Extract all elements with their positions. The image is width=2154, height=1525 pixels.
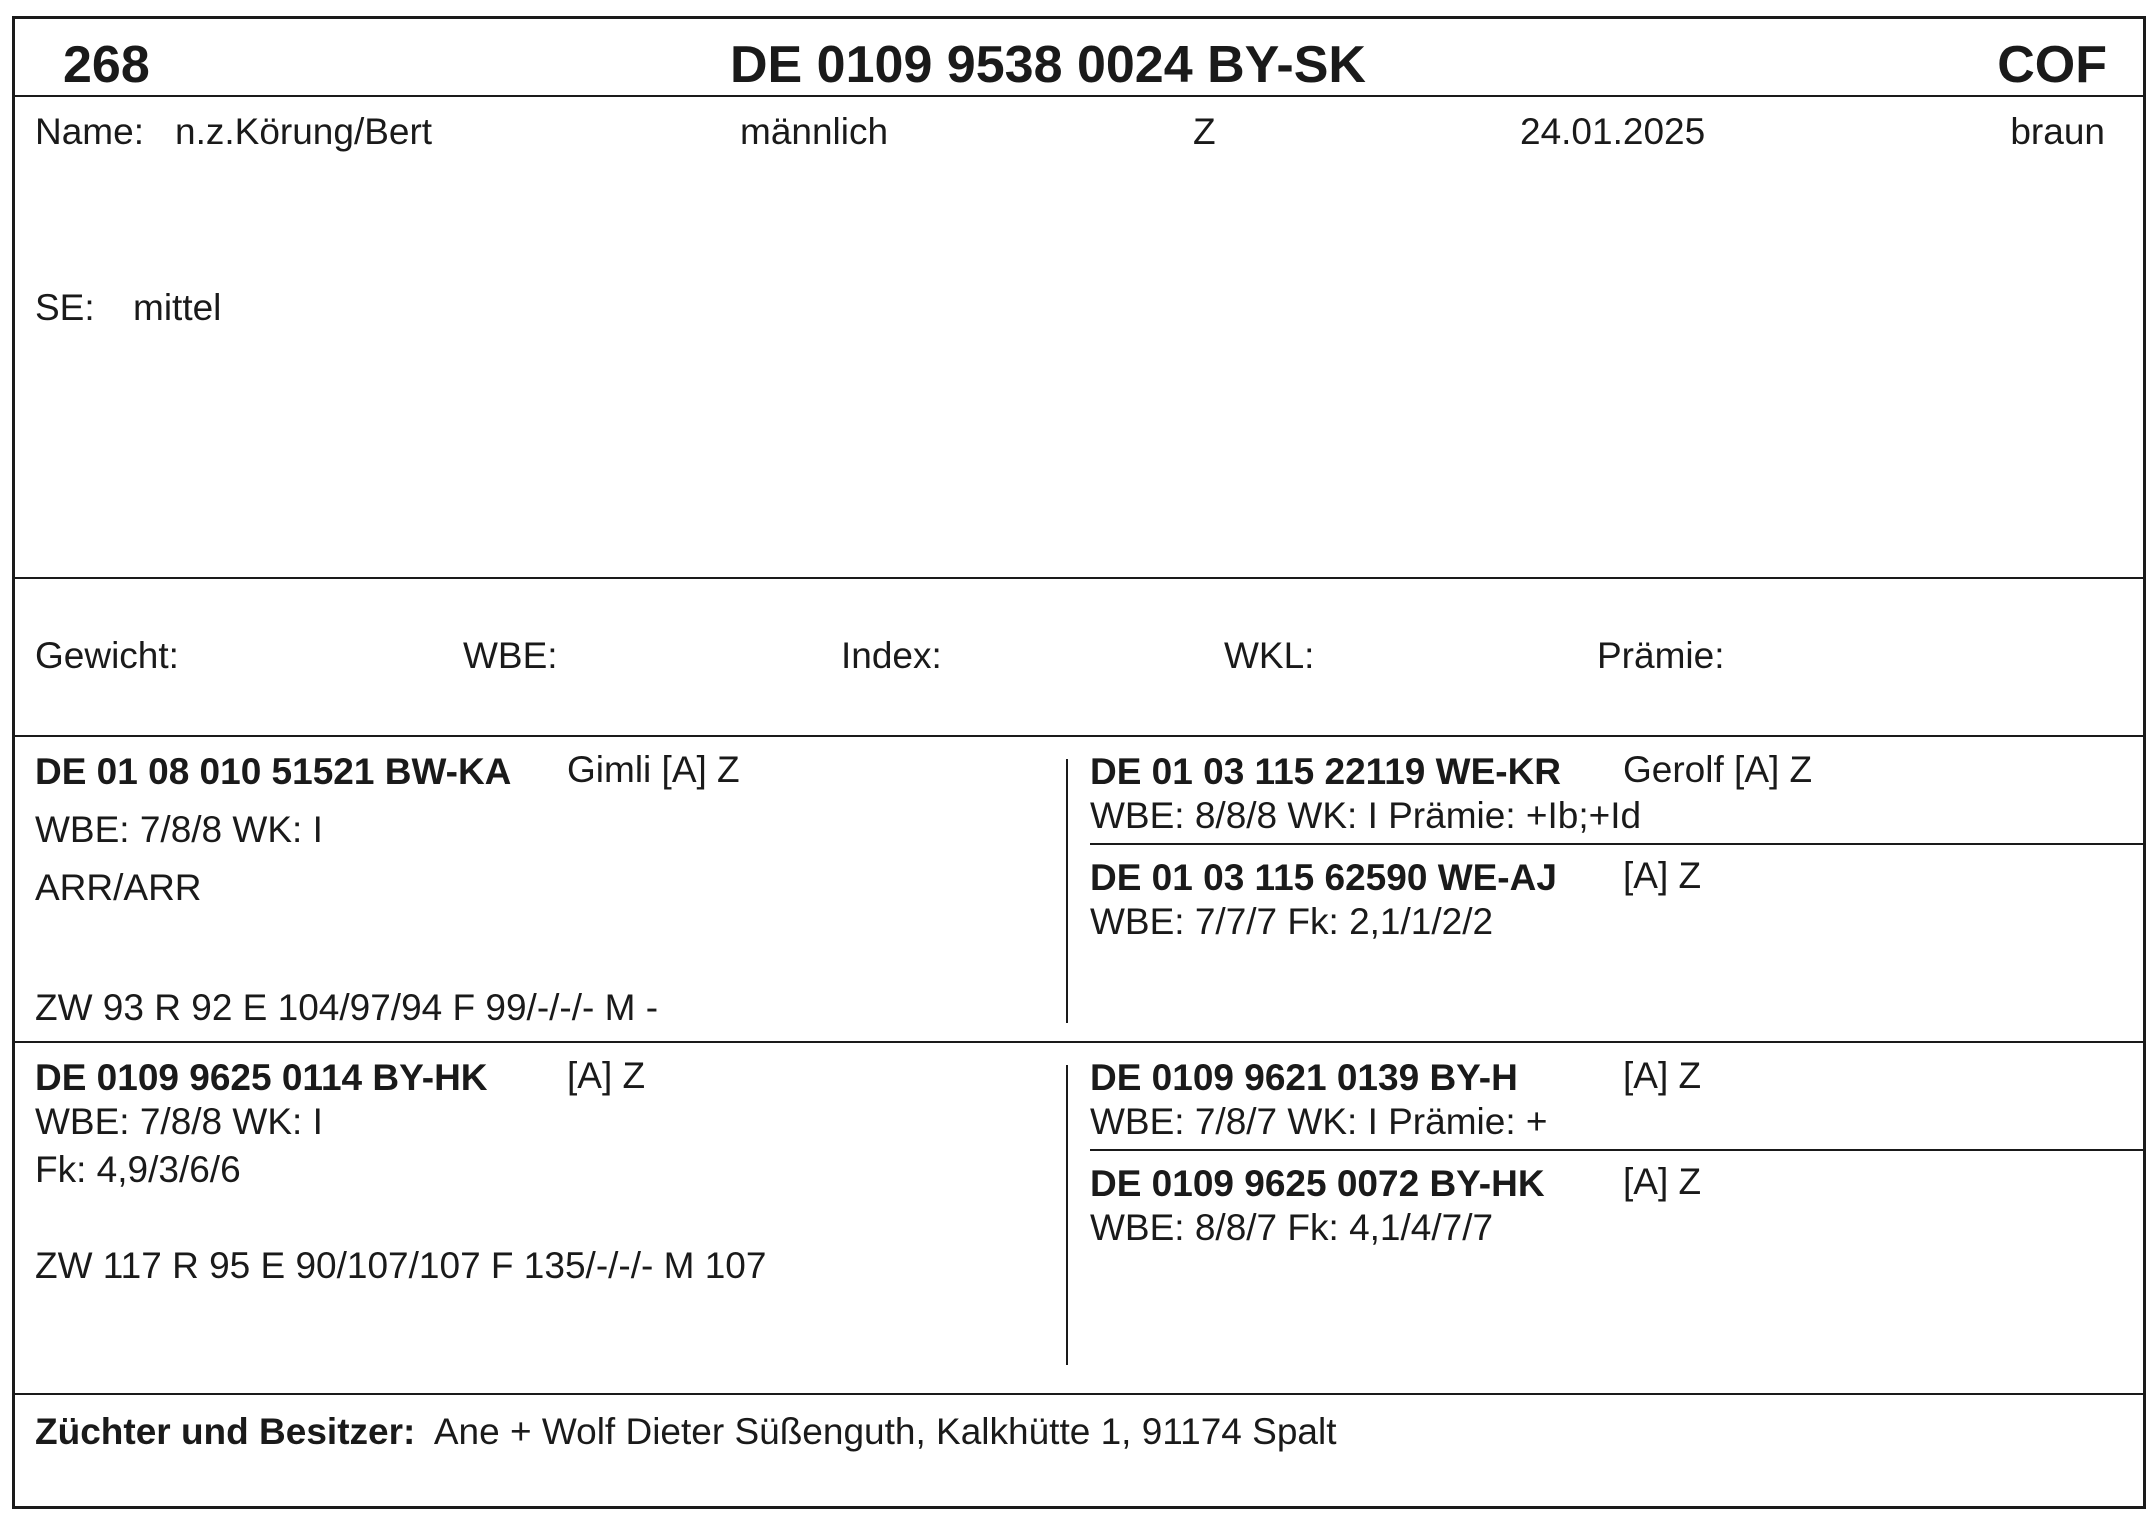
animal-id: DE 0109 9538 0024 BY-SK bbox=[730, 36, 1366, 94]
sire-name: Gimli [A] Z bbox=[567, 749, 740, 790]
name-value: n.z.Körung/Bert bbox=[175, 111, 433, 152]
breeder-owner bbox=[35, 1411, 1336, 1453]
dam-line2: Fk: 4,9/3/6/6 bbox=[35, 1149, 241, 1190]
sire-line1: WBE: 7/8/8 WK: I bbox=[35, 809, 323, 850]
divider-info bbox=[15, 577, 2143, 579]
divider-header bbox=[15, 95, 2143, 97]
dam-name: [A] Z bbox=[567, 1055, 646, 1096]
praemie-label: Prämie: bbox=[1597, 635, 1725, 676]
divider-metrics bbox=[15, 735, 2143, 737]
sire-dam-line1: WBE: 7/7/7 Fk: 2,1/1/2/2 bbox=[1090, 901, 1494, 942]
dam-sire-id: DE 0109 9621 0139 BY-H bbox=[1090, 1057, 1518, 1098]
sex-value: männlich bbox=[740, 111, 889, 152]
dam-dam-line1: WBE: 8/8/7 Fk: 4,1/4/7/7 bbox=[1090, 1207, 1494, 1248]
sire-dam-name: [A] Z bbox=[1623, 855, 1702, 896]
divider-dam-vertical bbox=[1066, 1065, 1068, 1365]
date-value: 24.01.2025 bbox=[1520, 111, 1706, 152]
divider-sire-vertical bbox=[1066, 759, 1068, 1023]
catalog-number: 268 bbox=[63, 36, 150, 94]
divider-dam-parents bbox=[1090, 1149, 2143, 1151]
gewicht-label: Gewicht: bbox=[35, 635, 179, 676]
wkl-label: WKL: bbox=[1224, 635, 1315, 676]
sire-line2: ARR/ARR bbox=[35, 867, 202, 908]
z-value: Z bbox=[1193, 111, 1216, 152]
divider-dam bbox=[15, 1393, 2143, 1395]
sire-sire-name: Gerolf [A] Z bbox=[1623, 749, 1813, 790]
sire-zw: ZW 93 R 92 E 104/97/94 F 99/-/-/- M - bbox=[35, 987, 659, 1028]
dam-dam-name: [A] Z bbox=[1623, 1161, 1702, 1202]
divider-sire-parents bbox=[1090, 843, 2143, 845]
breed-code: COF bbox=[1997, 36, 2107, 94]
dam-zw: ZW 117 R 95 E 90/107/107 F 135/-/-/- M 107 bbox=[35, 1245, 767, 1286]
dam-id: DE 0109 9625 0114 BY-HK bbox=[35, 1057, 488, 1098]
dam-sire-name: [A] Z bbox=[1623, 1055, 1702, 1096]
sire-sire-line1: WBE: 8/8/8 WK: I Prämie: +Ib;+Id bbox=[1090, 795, 1642, 836]
sire-sire-id: DE 01 03 115 22119 WE-KR bbox=[1090, 751, 1562, 792]
dam-line1: WBE: 7/8/8 WK: I bbox=[35, 1101, 323, 1142]
sire-id: DE 01 08 010 51521 BW-KA bbox=[35, 751, 512, 792]
animal-card bbox=[12, 16, 2146, 1509]
breeder-owner-value: Ane + Wolf Dieter Süßenguth, Kalkhütte 1, 91174 Spalt bbox=[433, 1411, 1337, 1452]
breeder-owner-label: Züchter und Besitzer: bbox=[35, 1411, 416, 1452]
se-value: mittel bbox=[133, 287, 222, 328]
dam-dam-id: DE 0109 9625 0072 BY-HK bbox=[1090, 1163, 1545, 1204]
index-label: Index: bbox=[841, 635, 942, 676]
divider-sire bbox=[15, 1041, 2143, 1043]
color-value: braun bbox=[2010, 111, 2105, 152]
wbe-label: WBE: bbox=[463, 635, 558, 676]
dam-sire-line1: WBE: 7/8/7 WK: I Prämie: + bbox=[1090, 1101, 1548, 1142]
sire-dam-id: DE 01 03 115 62590 WE-AJ bbox=[1090, 857, 1557, 898]
name-label: Name: bbox=[35, 111, 144, 152]
se-label: SE: bbox=[35, 287, 95, 328]
